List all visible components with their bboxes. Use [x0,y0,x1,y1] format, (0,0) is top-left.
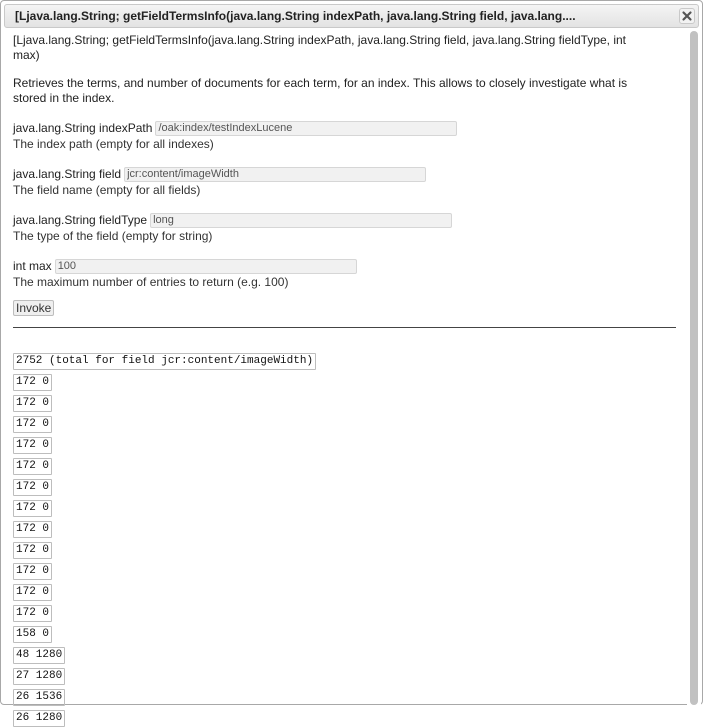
scrollbar[interactable] [687,31,701,705]
result-row: 172 0 [13,563,52,580]
result-row: 172 0 [13,374,52,391]
method-signature: [Ljava.lang.String; getFieldTermsInfo(java.lang.String indexPath, java.lang.String field, java.lang.String fieldType, int max) [13,33,627,62]
dialog-title: [Ljava.lang.String; getFieldTermsInfo(java.lang.String indexPath, java.lang.String field, java.lang.... [15,9,576,23]
param-fieldtype [13,211,679,244]
param-indexpath [13,119,679,152]
indexpath-input[interactable] [155,121,457,136]
result-row: 172 0 [13,605,52,622]
invoke-button[interactable]: Invoke [13,300,54,316]
dialog-titlebar[interactable] [4,4,699,28]
param-hint: The index path (empty for all indexes) [13,137,214,151]
result-row: 27 1280 [13,668,65,685]
separator [13,327,676,328]
method-description: Retrieves the terms, and number of documents for each term, for an index. This allows to closely investigate what is stored in the index. [13,76,628,105]
param-label: int max [13,259,52,273]
result-row: 172 0 [13,479,52,496]
result-row: 172 0 [13,542,52,559]
param-max [13,257,679,290]
max-input[interactable] [55,259,357,274]
result-row: 172 0 [13,395,52,412]
result-row: 172 0 [13,458,52,475]
result-row: 172 0 [13,416,52,433]
result-row: 158 0 [13,626,52,643]
param-hint: The type of the field (empty for string) [13,229,213,243]
results-list [13,353,679,727]
result-row: 26 1536 [13,689,65,706]
param-label: java.lang.String fieldType [13,213,148,227]
field-input[interactable] [124,167,426,182]
param-hint: The maximum number of entries to return (e.g. 100) [13,275,289,289]
result-row: 172 0 [13,584,52,601]
result-row: 172 0 [13,437,52,454]
param-field [13,165,679,198]
result-row: 48 1280 [13,647,65,664]
close-button[interactable] [679,8,695,24]
param-label: java.lang.String field [13,167,122,181]
result-row: 172 0 [13,521,52,538]
result-total: 2752 (total for field jcr:content/imageWidth) [13,353,316,370]
close-icon [682,11,692,21]
fieldtype-input[interactable] [150,213,452,228]
result-row: 172 0 [13,500,52,517]
dialog-content [13,33,679,724]
result-row: 26 1280 [13,710,65,727]
scrollbar-thumb[interactable] [690,31,698,705]
param-label: java.lang.String indexPath [13,121,153,135]
param-hint: The field name (empty for all fields) [13,183,201,197]
